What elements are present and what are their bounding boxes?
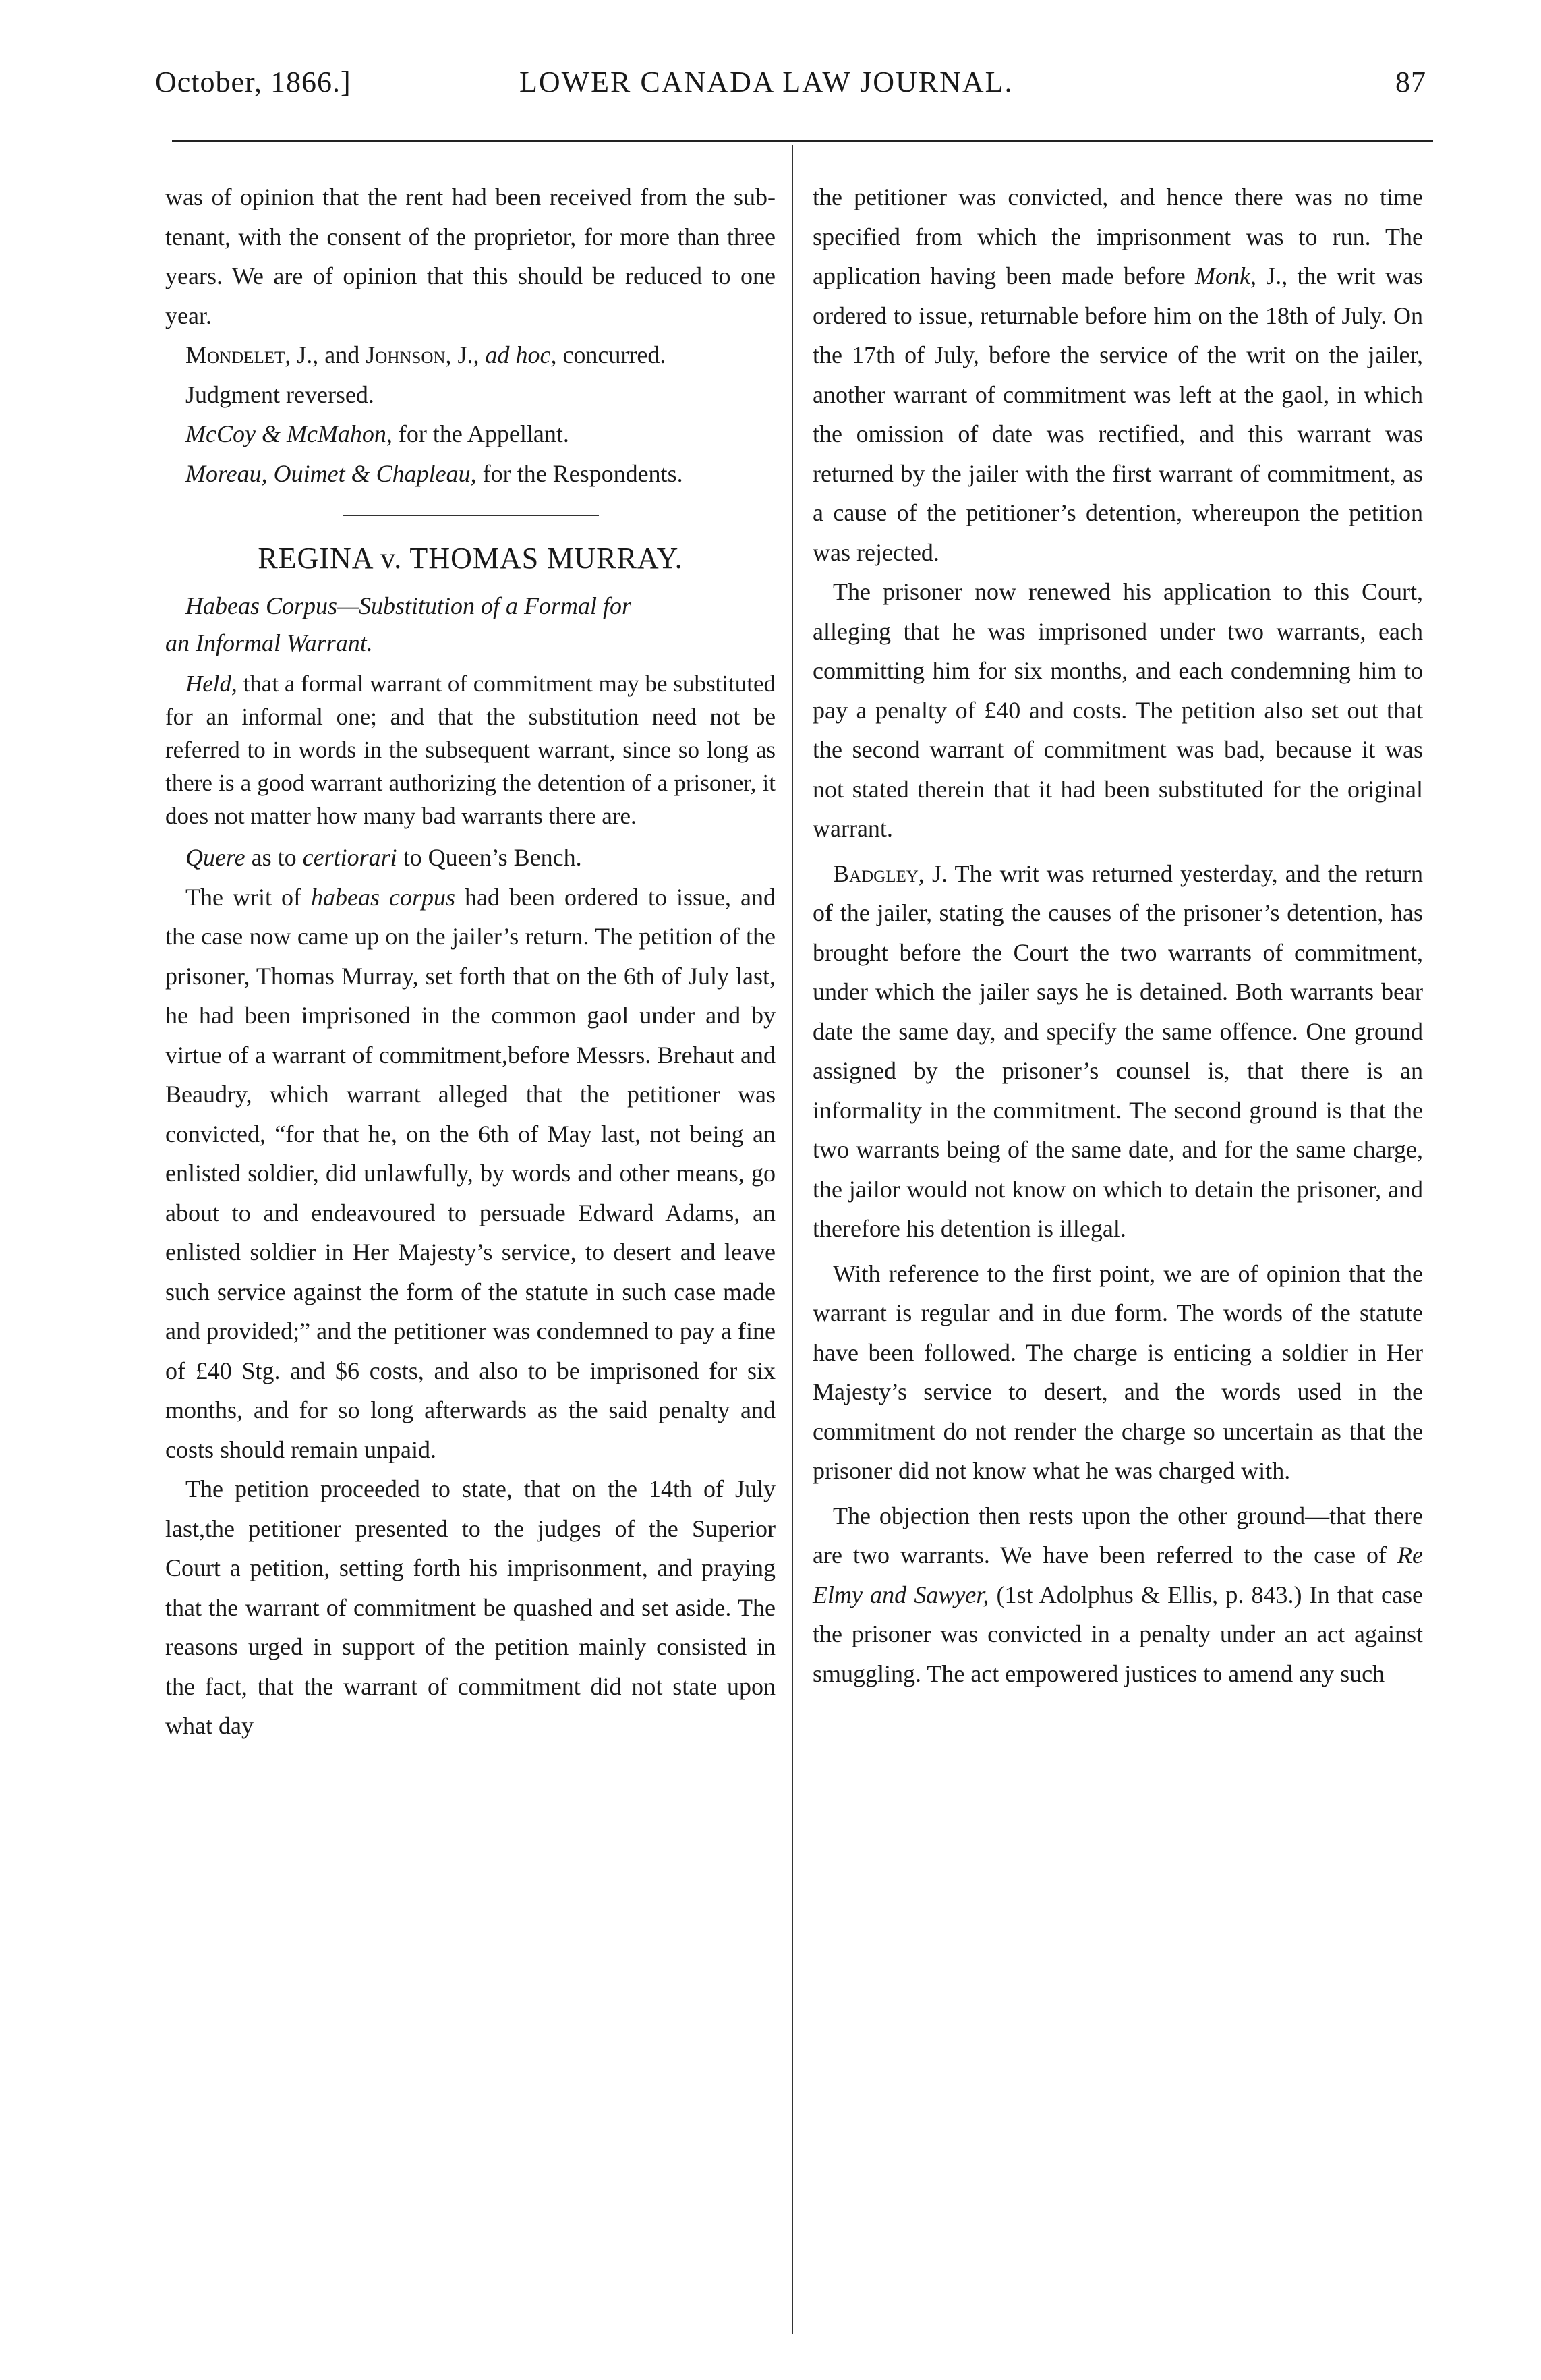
opinion-paragraph: [813, 854, 1423, 1249]
judgment-line: Judgment reversed.: [185, 380, 374, 408]
counsel-names: Moreau, Ouimet & Chapleau,: [185, 459, 477, 487]
paragraph: [165, 878, 776, 1470]
latin-term: certiorari: [302, 844, 397, 871]
section-rule: [343, 515, 599, 516]
case-title: REGINA v. THOMAS MURRAY.: [258, 542, 683, 575]
counsel-appellant: [165, 414, 776, 454]
judge-name: Mondelet: [185, 341, 285, 368]
header-rule: [172, 140, 1433, 142]
text-run: the petitioner was convicted, and hence there was no time specified from which the imprisonment was to run. The application having been made before: [813, 183, 1423, 289]
text-run: to Queen’s Bench.: [397, 844, 582, 871]
held-label: Held,: [185, 671, 237, 697]
text-run: The writ of: [185, 883, 312, 911]
text-run: as to: [245, 844, 303, 871]
text-run: for the Appellant.: [392, 420, 569, 447]
paragraph: [813, 1496, 1423, 1694]
paragraph: The petition proceeded to state, that on the 14th of July last,the petitioner presented to the judges of the Superior Court a petition, setting forth his imprisonment, and praying that the warrant of commitment be quashed and set aside. The reasons urged in support of the petition mainly consisted in the fact, that the warrant of commitment did not state upon what day: [165, 1475, 776, 1739]
journal-title: LOWER CANADA LAW JOURNAL.: [519, 65, 1014, 98]
judges-concurring: [165, 335, 776, 375]
text-run: had been ordered to issue, and the case now came up on the jailer’s return. The petition of the prisoner, Thomas Murray, set forth that on the 6th of July last, he had been imprisoned in the common gaol under and by virtue of a warrant of commitment,before Messrs. Brehaut and Beaudry, which warrant alleged that the petitioner was convicted, “for that he, on the 6th of May last, not being an enlisted soldier, did unlawfully, by words and other means, go about to and endeavoured to persuade Edward Adams, an enlisted soldier in Her Majesty’s service, to desert and leave such service against the form of the statute in such case made and provided;” and the petitioner was condemned to pay a fine of £40 Stg. and $6 costs, and also to be imprisoned for six months, and for so long afterwards as the said penalty and costs should remain unpaid.: [165, 883, 776, 1463]
page-number: 87: [1395, 65, 1426, 98]
running-head: [155, 65, 1436, 112]
paragraph: was of opinion that the rent had been received from the sub-tenant, with the consent of the proprietor, for more than three years. We are of opinion that this should be reduced to one year.: [165, 183, 776, 329]
case-subject: Habeas Corpus—Substitution of a Formal for: [185, 592, 632, 619]
case-subject-cont: an Informal Warrant.: [165, 629, 373, 656]
text-run: The objection then rests upon the other ground—that there are two warrants. We have been referred to the case of: [813, 1502, 1423, 1568]
headnote-held: [165, 667, 776, 832]
paragraph: [813, 177, 1423, 572]
right-column: [813, 177, 1423, 1693]
text-run: concurred.: [556, 341, 666, 368]
case-citation: Re Elmy and Sawyer,: [813, 1541, 1423, 1608]
counsel-names: McCoy & McMahon,: [185, 420, 392, 447]
text-run: (1st Adolphus & Ellis, p. 843.) In that case the prisoner was convicted in a penalty under an act against smuggling. The act empowered justices to amend any such: [813, 1581, 1423, 1687]
text-run: for the Respondents.: [476, 459, 683, 487]
paragraph: With reference to the first point, we are of opinion that the warrant is regular and in due form. The words of the statute have been followed. The charge is enticing a soldier in Her Majesty’s service to desert, and the words used in the commitment do not render the charge so uncertain as that the prisoner did not know what he was charged with.: [813, 1259, 1423, 1484]
text-run: , J., and: [285, 341, 366, 368]
latin-phrase: ad hoc,: [485, 341, 557, 368]
issue-date: October, 1866.]: [155, 65, 351, 98]
counsel-respondents: [165, 454, 776, 494]
quere-label: Quere: [185, 844, 245, 871]
paragraph: The prisoner now renewed his application to this Court, alleging that he was imprisoned under two warrants, each committing him for six months, and each condemning him to pay a penalty of £40 and costs. The petition also set out that the second warrant of commitment was bad, because it was not stated therein that it had been substituted for the original warrant.: [813, 578, 1423, 842]
judge-name: Johnson: [366, 341, 446, 368]
column-divider: [792, 145, 793, 2334]
text-run: , J. The writ was returned yesterday, and the return of the jailer, stating the causes of the prisoner’s detention, has brought before the Court the two warrants of commitment, under which the jailer says he is detained. Both warrants bear date the same day, and specify the same offence. One ground assigned by the prisoner’s counsel is, that there is an informality in the commitment. The second ground is that the two warrants being of the same date, and for the same charge, the jailor would not know on which to detain the prisoner, and therefore his detention is illegal.: [813, 859, 1423, 1242]
headnote-quere: [165, 838, 776, 878]
text-run: that a formal warrant of commitment may be substituted for an informal one; and that the substitution need not be referred to in words in the subsequent warrant, since so long as there is a good warrant authorizing the detention of a prisoner, it does not matter how many bad warrants there are.: [165, 671, 776, 829]
judge-name: Badgley: [833, 859, 919, 887]
latin-term: habeas corpus: [311, 883, 456, 911]
judge-name: Monk: [1195, 262, 1251, 289]
left-column: [165, 177, 776, 1746]
text-run: , J., the writ was ordered to issue, returnable before him on the 18th of July. On the 17th of July, before the service of the writ on the jailer, another warrant of commitment was left at the gaol, in which the omission of date was rectified, and this warrant was returned by the jailer with the first warrant of commitment, as a cause of the petitioner’s detention, whereupon the petition was rejected.: [813, 262, 1423, 566]
text-run: , J.,: [445, 341, 486, 368]
